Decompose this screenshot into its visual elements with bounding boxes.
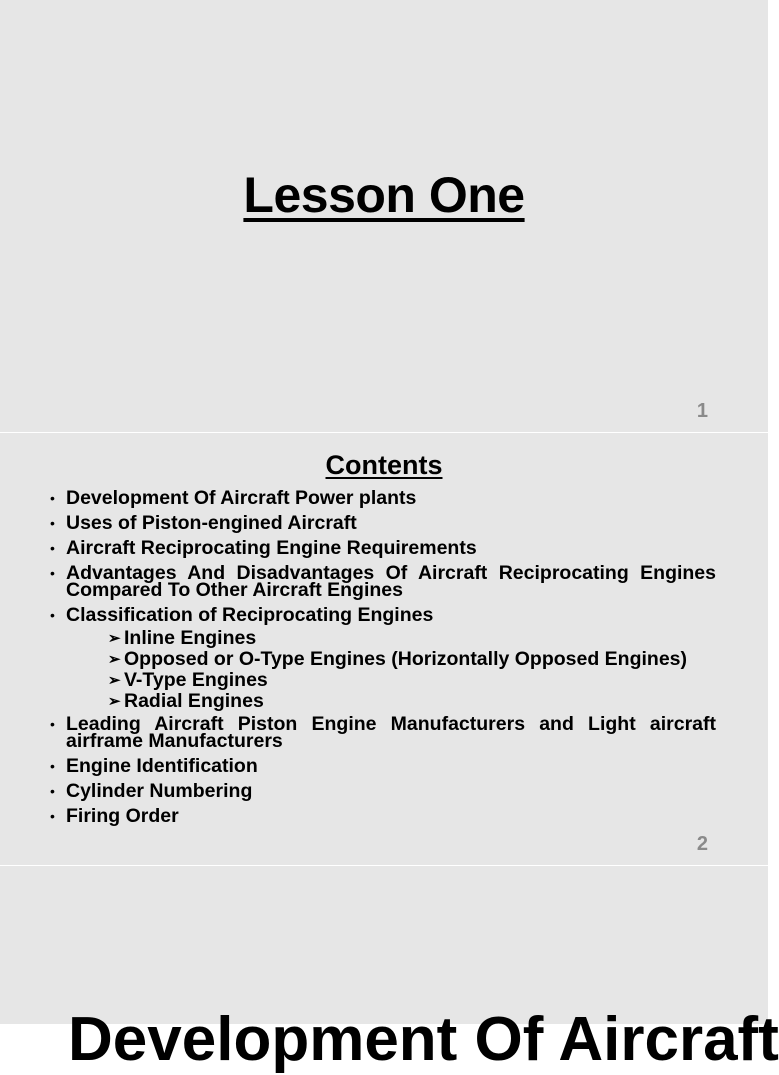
- contents-item: [48, 603, 716, 628]
- contents-item: [48, 561, 716, 603]
- bullet-icon: •: [50, 540, 55, 556]
- contents-item-label: Opposed or O-Type Engines (Horizontally Opposed Engines): [124, 648, 688, 670]
- contents-item-label: Cylinder Numbering: [66, 780, 253, 802]
- contents-item-label: Inline Engines: [124, 627, 257, 649]
- contents-item: [48, 779, 716, 804]
- contents-item-label: Advantages And Disadvantages Of Aircraft Reciprocating Engines Compared To Other Aircraft Engines: [66, 562, 716, 601]
- contents-item-label: Leading Aircraft Piston Engine Manufacturers and Light aircraft airframe Manufacturers: [66, 713, 716, 752]
- contents-item-label: Development Of Aircraft Power plants: [66, 487, 417, 509]
- slide-3: [0, 866, 779, 1074]
- slide-heading: Development Of Aircraft: [68, 1005, 779, 1074]
- arrow-bullet-icon: ➢: [108, 651, 121, 668]
- page-number: 1: [696, 400, 708, 422]
- bullet-icon: •: [50, 490, 55, 506]
- contents-item-label: Classification of Reciprocating Engines: [66, 604, 434, 626]
- bullet-icon: •: [50, 565, 55, 581]
- contents-item-label: Uses of Piston-engined Aircraft: [66, 512, 357, 534]
- arrow-bullet-icon: ➢: [108, 693, 121, 710]
- contents-item: [48, 486, 716, 511]
- contents-subitem: [48, 649, 716, 670]
- contents-item: [48, 511, 716, 536]
- slide-2: [0, 433, 768, 865]
- bullet-icon: •: [50, 808, 55, 824]
- contents-item-label: Engine Identification: [66, 755, 258, 777]
- contents-item-label: Firing Order: [66, 805, 179, 827]
- contents-item: [48, 804, 716, 829]
- arrow-bullet-icon: ➢: [108, 672, 121, 689]
- contents-item-label: Aircraft Reciprocating Engine Requirements: [66, 537, 477, 559]
- bullet-icon: •: [50, 783, 55, 799]
- lesson-title: Lesson One: [243, 167, 525, 223]
- contents-subitem: [48, 691, 716, 712]
- contents-list: [48, 486, 716, 829]
- contents-item: [48, 712, 716, 754]
- bullet-icon: •: [50, 758, 55, 774]
- contents-subitem: [48, 628, 716, 649]
- contents-title: Contents: [325, 450, 443, 480]
- contents-item-label: V-Type Engines: [124, 669, 268, 691]
- contents-item-label: Radial Engines: [124, 690, 264, 712]
- arrow-bullet-icon: ➢: [108, 630, 121, 647]
- slide-1: [0, 0, 768, 432]
- bullet-icon: •: [50, 716, 55, 732]
- bullet-icon: •: [50, 515, 55, 531]
- contents-item: [48, 536, 716, 561]
- contents-item: [48, 754, 716, 779]
- page-number: 2: [696, 833, 708, 855]
- contents-subitem: [48, 670, 716, 691]
- bullet-icon: •: [50, 607, 55, 623]
